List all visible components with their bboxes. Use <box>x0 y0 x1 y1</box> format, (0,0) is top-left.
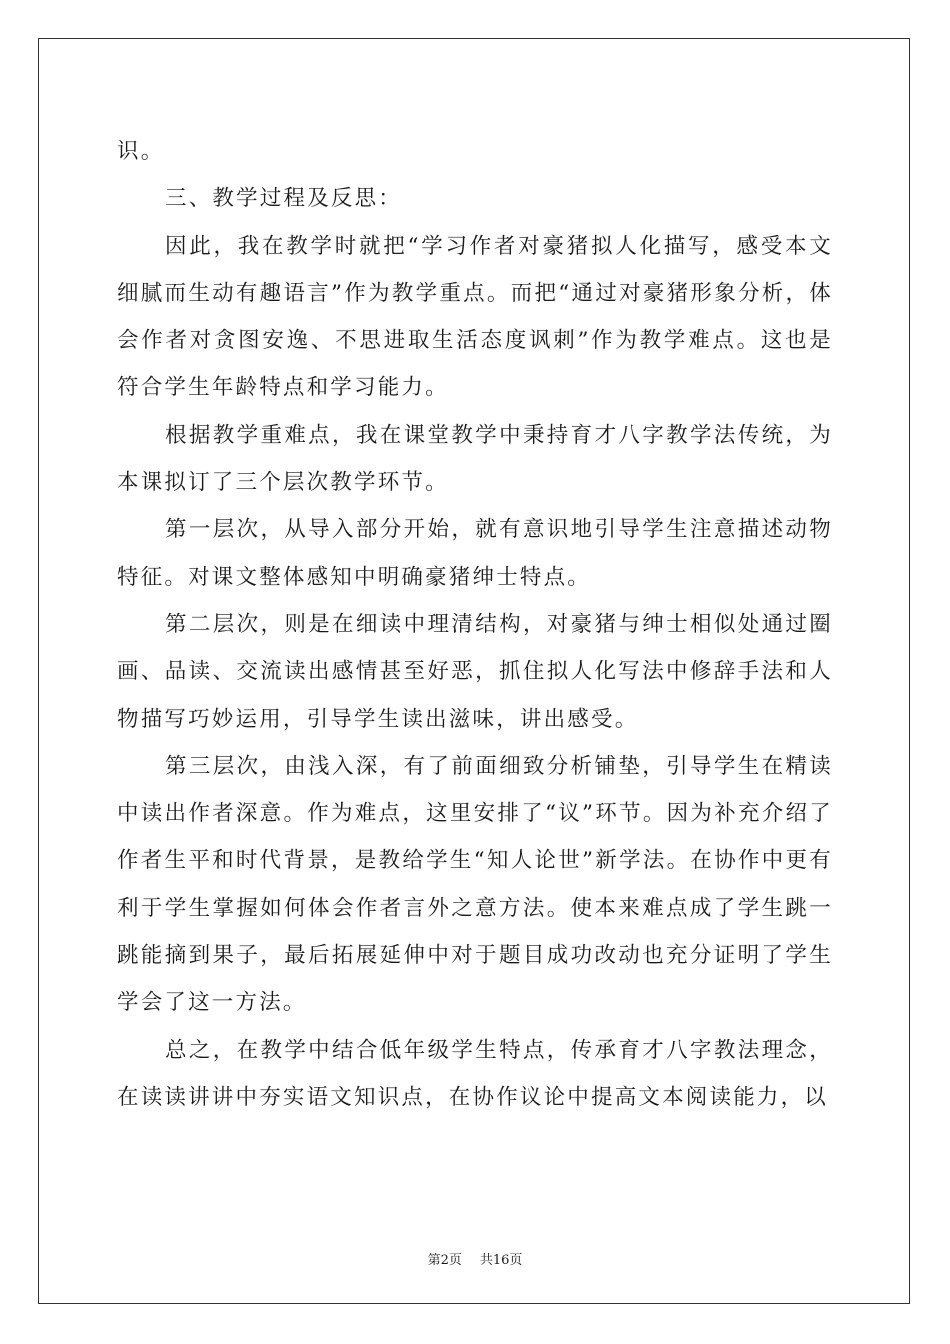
page-total: 共16页 <box>479 1253 523 1268</box>
document-body <box>117 128 833 1121</box>
paragraph-1: 识。 <box>117 139 165 164</box>
page-footer <box>0 1249 950 1268</box>
section-heading: 三、教学过程及反思： <box>165 186 403 212</box>
paragraph-3: 因此，我在教学时就把“学习作者对豪猪拟人化描写，感受本文细腻而生动有趣语言”作为教学重点。而把“通过对豪猪形象分析，体会作者对贪图安逸、不思进取生活态度讽刺”作为教学难点。这也是符合学生年龄特点和学习能力。 <box>117 233 833 401</box>
paragraph-4: 根据教学重难点，我在课堂教学中秉持育才八字教学法传统，为本课拟订了三个层次教学环节。 <box>117 422 833 496</box>
paragraph-5: 第一层次，从导入部分开始，就有意识地引导学生注意描述动物特征。对课文整体感知中明确豪猪绅士特点。 <box>117 517 833 590</box>
paragraph-7: 第三层次，由浅入深，有了前面细致分析铺垫，引导学生在精读中读出作者深意。作为难点，这里安排了“议”环节。因为补充介绍了作者生平和时代背景，是教给学生“知人论世”新学法。在协作中更有利于学生掌握如何体会作者言外之意方法。使本来难点成了学生跳一跳能摘到果子，最后拓展延伸中对于题目成功改动也充分证明了学生学会了这一方法。 <box>117 753 833 1016</box>
paragraph-8: 总之，在教学中结合低年级学生特点，传承育才八字教法理念，在读读讲讲中夯实语文知识点，在协作议论中提高文本阅读能力，以 <box>117 1037 833 1110</box>
paragraph-6: 第二层次，则是在细读中理清结构，对豪猪与绅士相似处通过圈画、品读、交流读出感情甚至好恶，抓住拟人化写法中修辞手法和人物描写巧妙运用，引导学生读出滋味，讲出感受。 <box>117 611 833 732</box>
page-number: 第2页 <box>427 1253 462 1268</box>
